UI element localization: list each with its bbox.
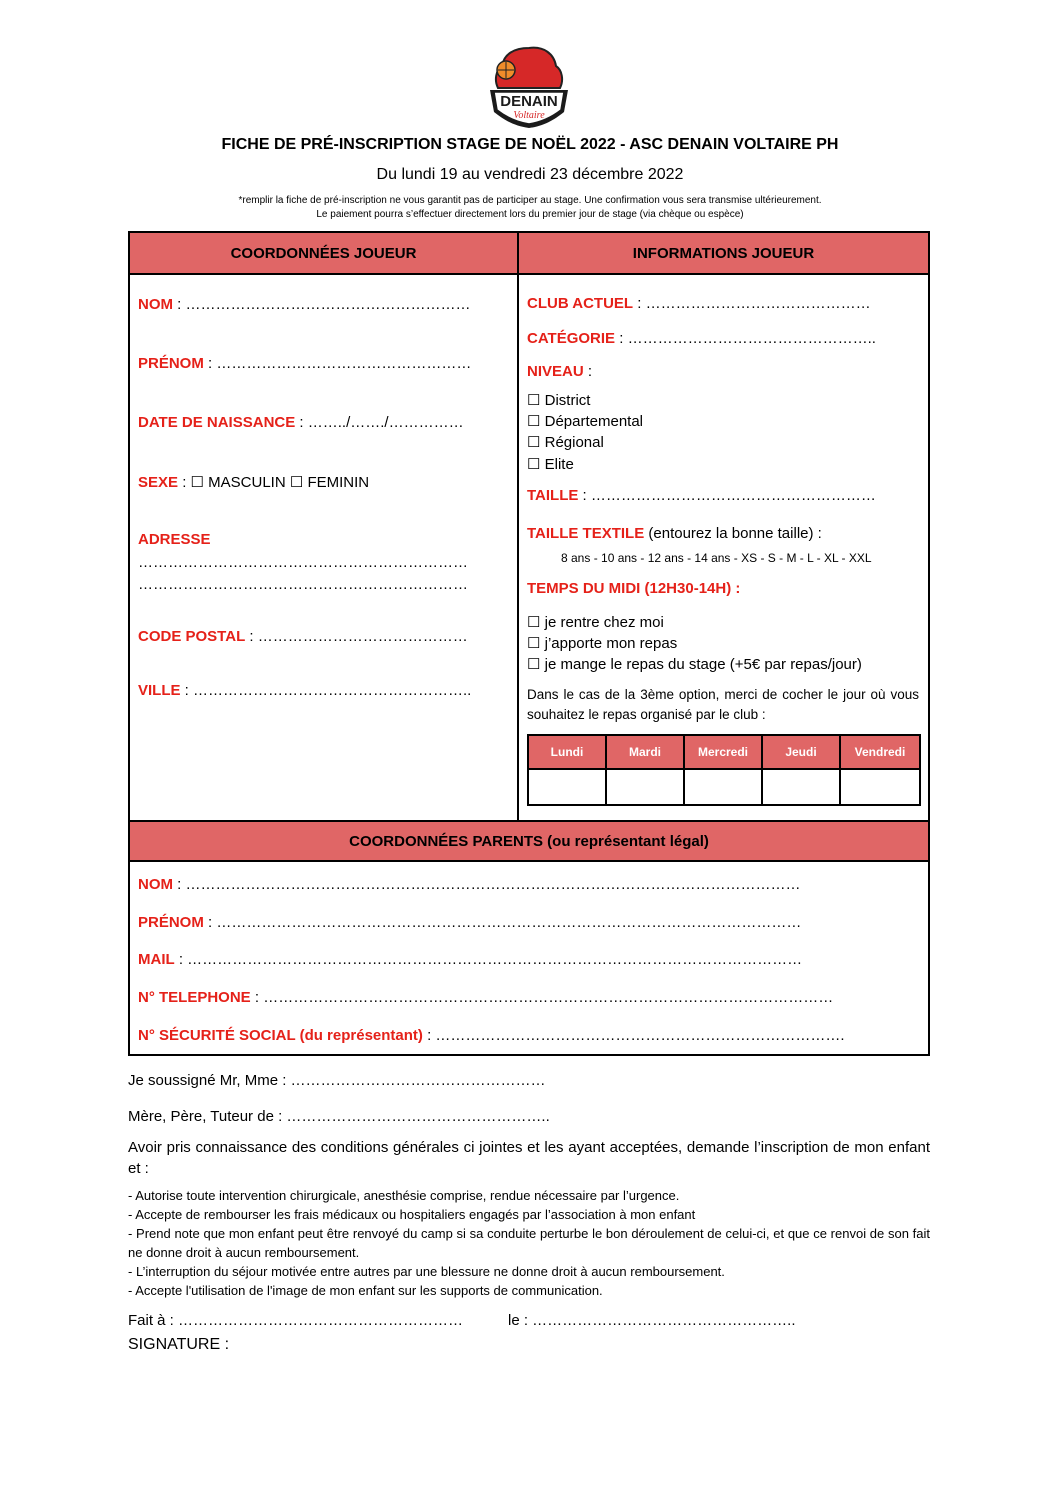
day-header-lundi: Lundi xyxy=(529,736,607,770)
parent-nom-dots: : …………………………………………………………………………………………………………… xyxy=(173,876,801,893)
parent-secu-dots: : ………………………………………………………………………. xyxy=(422,1027,845,1044)
player-sexe-checkboxes[interactable]: : ☐ MASCULIN ☐ FEMININ xyxy=(178,474,370,491)
day-cell-jeudi[interactable] xyxy=(763,770,841,804)
day-header-mardi: Mardi xyxy=(607,736,685,770)
categorie-dots: : ………………………………………….. xyxy=(615,330,876,347)
player-sexe-label: SEXE xyxy=(138,474,179,491)
player-ville-field[interactable] xyxy=(138,682,471,699)
player-prenom-label: PRÉNOM xyxy=(138,355,204,372)
day-header-jeudi: Jeudi xyxy=(763,736,841,770)
player-birthdate-field[interactable] xyxy=(138,414,464,431)
midi-option-repas-stage[interactable]: ☐ je mange le repas du stage (+5€ par repas/jour) xyxy=(527,656,862,673)
form-title: FICHE DE PRÉ-INSCRIPTION STAGE DE NOËL 2022 - ASC DENAIN VOLTAIRE PH xyxy=(221,136,839,153)
parent-telephone-label: N° TELEPHONE xyxy=(138,989,251,1006)
taille-dots: : ………………………………………………… xyxy=(578,487,876,504)
player-prenom-field[interactable] xyxy=(138,355,471,372)
taille-textile-field xyxy=(527,525,822,542)
mere-pere-tuteur-field[interactable]: Mère, Père, Tuteur de : …………………………………………….. xyxy=(128,1108,550,1125)
clause-item: - Accepte l'utilisation de l'image de mon enfant sur les supports de communication. xyxy=(128,1283,603,1298)
code-postal-label: CODE POSTAL xyxy=(138,628,246,645)
player-birthdate-label: DATE DE NAISSANCE xyxy=(138,414,296,431)
categorie-label: CATÉGORIE xyxy=(527,330,616,347)
disclaimer-line-2: Le paiement pourra s’effectuer directement lors du premier jour de stage (via chèque ou espèce) xyxy=(316,209,744,220)
parents-heading: COORDONNÉES PARENTS (ou représentant légal) xyxy=(130,820,928,862)
clause-item: - L’interruption du séjour motivée entre autres par une blessure ne donne droit à aucun remboursement. xyxy=(128,1264,725,1279)
ville-label: VILLE xyxy=(138,682,181,699)
parent-prenom-dots: : ……………………………………………………………………………………………………… xyxy=(203,914,802,931)
parent-mail-label: MAIL xyxy=(138,951,175,968)
day-cell-mercredi[interactable] xyxy=(685,770,763,804)
ville-dots: : ……………………………………………….. xyxy=(180,682,472,699)
parent-secu-field[interactable] xyxy=(138,1027,845,1044)
player-nom-field[interactable] xyxy=(138,296,471,313)
fait-a-field[interactable]: Fait à : ………………………………………………… xyxy=(128,1312,464,1329)
parent-prenom-label: PRÉNOM xyxy=(138,914,204,931)
consent-clauses xyxy=(128,1186,930,1300)
player-nom-dots: : ………………………………………………… xyxy=(173,296,471,313)
taille-textile-options[interactable]: 8 ans - 10 ans - 12 ans - 14 ans - XS - S - M - L - XL - XXL xyxy=(561,551,872,565)
player-info-heading: INFORMATIONS JOUEUR xyxy=(519,233,928,275)
niveau-colon: : xyxy=(583,363,593,380)
taille-textile-instructions: (entourez la bonne taille) : xyxy=(644,525,822,542)
midi-option-apporte[interactable]: ☐ j’apporte mon repas xyxy=(527,635,678,652)
clause-item: - Accepte de rembourser les frais médicaux ou hospitaliers engagés par l’association à mon enfant xyxy=(128,1207,696,1222)
parent-prenom-field[interactable] xyxy=(138,914,801,931)
day-header-mercredi: Mercredi xyxy=(685,736,763,770)
player-sexe-field[interactable] xyxy=(138,473,369,491)
meal-days-table xyxy=(527,734,921,806)
parent-telephone-field[interactable] xyxy=(138,989,833,1006)
clause-item: - Prend note que mon enfant peut être renvoyé du camp si sa conduite perturbe le bon déroulement de celui-ci, et que ce renvoi de son fait ne donne droit à aucun remboursement. xyxy=(128,1226,930,1260)
niveau-option-elite[interactable]: ☐ Elite xyxy=(527,456,574,473)
temps-midi-label: TEMPS DU MIDI (12H30-14H) : xyxy=(527,580,741,597)
parent-secu-label: N° SÉCURITÉ SOCIAL (du représentant) xyxy=(138,1027,423,1044)
clause-item: - Autorise toute intervention chirurgicale, anesthésie comprise, rendue nécessaire par l’urgence. xyxy=(128,1188,680,1203)
niveau-option-departemental[interactable]: ☐ Départemental xyxy=(527,413,644,430)
soussigne-field[interactable]: Je soussigné Mr, Mme : …………………………………………… xyxy=(128,1072,546,1089)
player-adresse-line-2[interactable]: ………………………………………………………… xyxy=(138,576,468,593)
taille-textile-label: TAILLE TEXTILE xyxy=(527,525,645,542)
day-cell-mardi[interactable] xyxy=(607,770,685,804)
niveau-option-regional[interactable]: ☐ Régional xyxy=(527,434,604,451)
midi-days-instructions: Dans le cas de la 3ème option, merci de cocher le jour où vous souhaitez le repas organisé par le club : xyxy=(527,687,919,722)
parent-mail-dots: : …………………………………………………………………………………………………………… xyxy=(174,951,803,968)
club-actuel-field[interactable] xyxy=(527,295,871,312)
player-adresse-line-1[interactable]: ………………………………………………………… xyxy=(138,554,468,571)
registration-form-table xyxy=(128,231,930,1056)
column-divider xyxy=(517,273,519,821)
taille-label: TAILLE xyxy=(527,487,579,504)
day-cell-vendredi[interactable] xyxy=(841,770,919,804)
form-dates: Du lundi 19 au vendredi 23 décembre 2022 xyxy=(376,166,684,183)
code-postal-dots: : …………………………………… xyxy=(245,628,468,645)
player-birthdate-dots: : ……../……./…………… xyxy=(295,414,464,431)
taille-field[interactable] xyxy=(527,487,876,504)
parent-telephone-dots: : …………………………………………………………………………………………………… xyxy=(250,989,834,1006)
temps-midi-heading xyxy=(527,580,740,597)
niveau-option-district[interactable]: ☐ District xyxy=(527,392,591,409)
svg-text:DENAIN: DENAIN xyxy=(500,93,558,110)
parent-nom-field[interactable] xyxy=(138,876,801,893)
date-field[interactable]: le : …………………………………………….. xyxy=(508,1312,796,1329)
niveau-label: NIVEAU xyxy=(527,363,584,380)
conditions-paragraph: Avoir pris connaissance des conditions générales ci jointes et les ayant acceptées, demande l’inscription de mon enfant et : xyxy=(128,1139,930,1177)
signature-label: SIGNATURE : xyxy=(128,1336,230,1353)
denain-voltaire-logo-icon xyxy=(484,40,574,132)
player-prenom-dots: : …………………………………………… xyxy=(203,355,472,372)
player-code-postal-field[interactable] xyxy=(138,628,468,645)
disclaimer-line-1: *remplir la fiche de pré-inscription ne vous garantit pas de participer au stage. Une confirmation vous sera transmise ultérieurement. xyxy=(238,195,822,206)
club-logo xyxy=(484,40,574,132)
day-cell-lundi[interactable] xyxy=(529,770,607,804)
player-adresse-label xyxy=(138,531,211,548)
parent-mail-field[interactable] xyxy=(138,951,802,968)
adresse-label-text: ADRESSE xyxy=(138,531,211,548)
svg-text:Voltaire: Voltaire xyxy=(513,110,545,121)
club-actuel-label: CLUB ACTUEL xyxy=(527,295,634,312)
niveau-field xyxy=(527,363,592,380)
player-nom-label: NOM xyxy=(138,296,173,313)
midi-option-rentre[interactable]: ☐ je rentre chez moi xyxy=(527,614,664,631)
categorie-field[interactable] xyxy=(527,330,876,347)
day-header-vendredi: Vendredi xyxy=(841,736,919,770)
player-contact-heading: COORDONNÉES JOUEUR xyxy=(130,233,519,275)
parent-nom-label: NOM xyxy=(138,876,173,893)
club-actuel-dots: : ……………………………………… xyxy=(633,295,871,312)
